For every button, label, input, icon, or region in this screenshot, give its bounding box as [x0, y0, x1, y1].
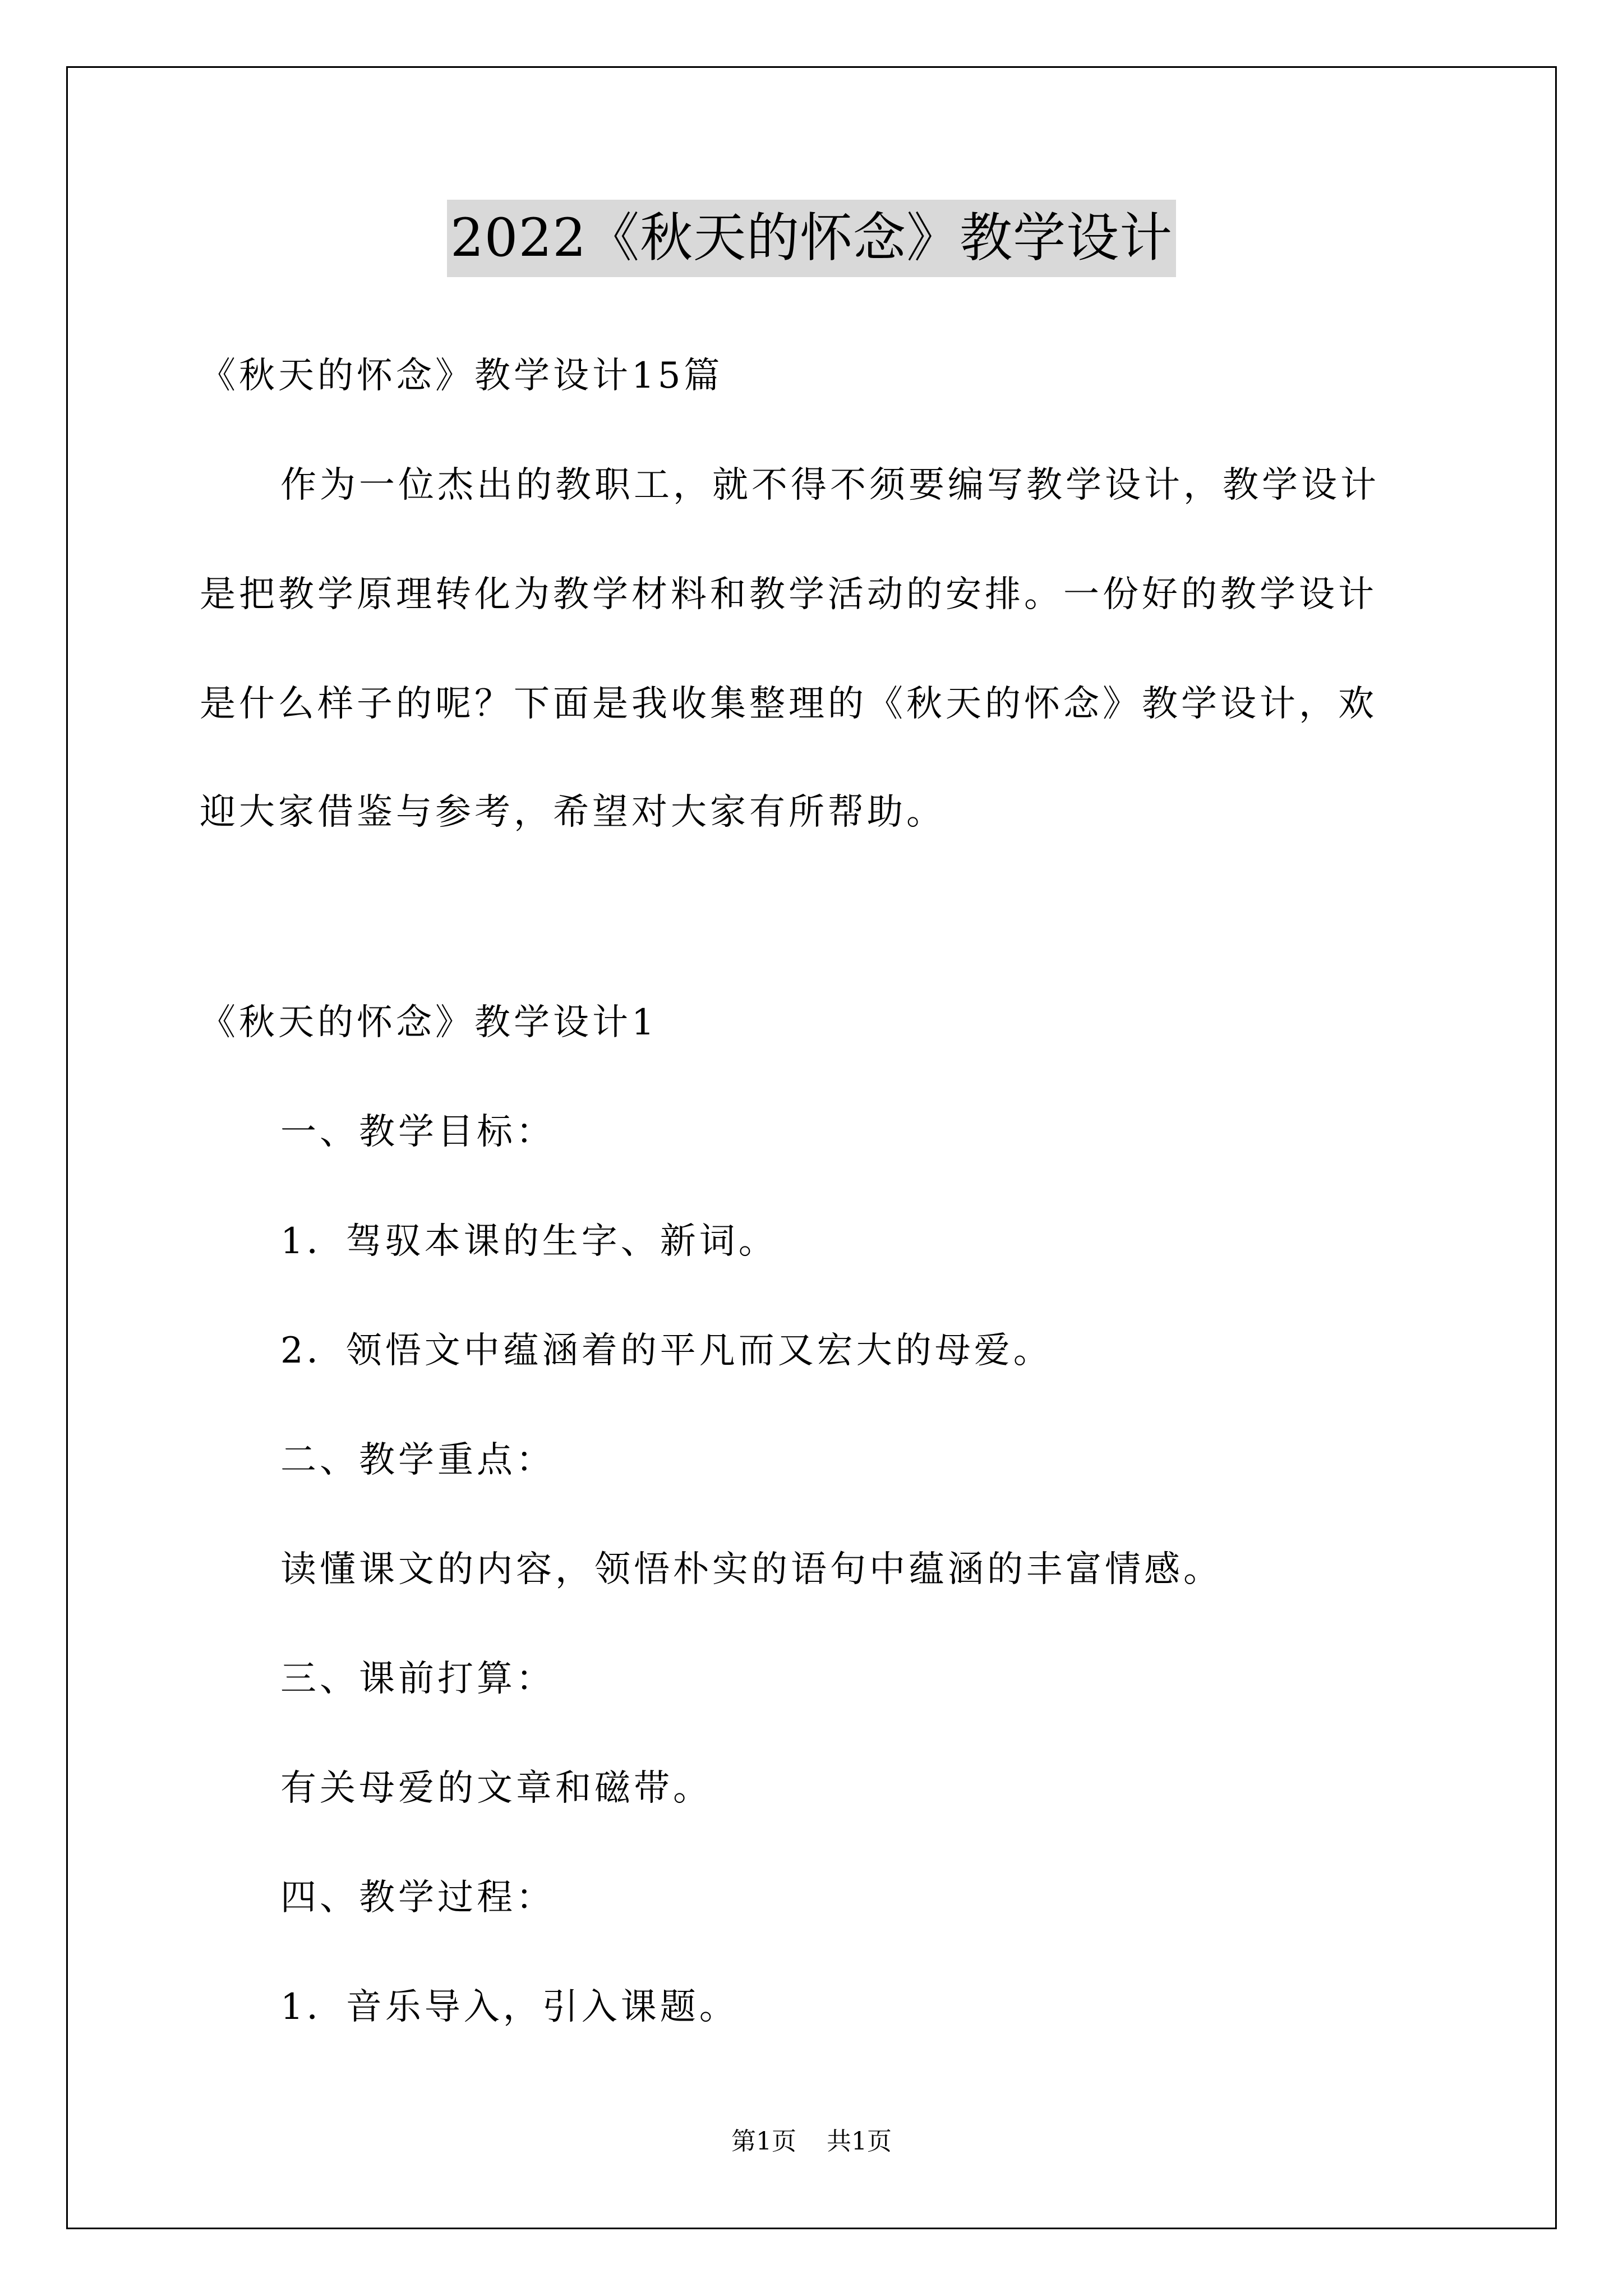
list-item: 三、课前打算： [280, 1658, 555, 1700]
list-item: 1．驾驭本课的生字、新词。 [280, 1221, 778, 1262]
section-heading: 《秋天的怀念》教学设计1 [200, 1002, 658, 1043]
page-total: 共1页 [827, 2127, 892, 2156]
list-item: 二、教学重点： [280, 1439, 555, 1481]
page-number: 第1页 [731, 2127, 796, 2156]
title-block [0, 200, 1623, 277]
list-item: 有关母爱的文章和磁带。 [280, 1768, 712, 1809]
subtitle: 《秋天的怀念》教学设计15篇 [200, 355, 723, 397]
list-item: 2．领悟文中蕴涵着的平凡而又宏大的母爱。 [280, 1330, 1053, 1372]
intro-line: 是什么样子的呢？下面是我收集整理的《秋天的怀念》教学设计，欢 [200, 683, 1377, 725]
intro-line: 是把教学原理转化为教学材料和教学活动的安排。一份好的教学设计 [200, 574, 1377, 615]
page-footer [0, 2126, 1623, 2157]
list-item: 1．音乐导入，引入课题。 [280, 1986, 739, 2028]
list-item: 四、教学过程： [280, 1877, 555, 1918]
list-item: 读懂课文的内容，领悟朴实的语句中蕴涵的丰富情感。 [280, 1549, 1223, 1590]
list-item: 一、教学目标： [280, 1111, 555, 1153]
document-title: 2022《秋天的怀念》教学设计 [447, 200, 1176, 277]
intro-line: 作为一位杰出的教职工，就不得不须要编写教学设计，教学设计 [280, 464, 1380, 506]
intro-line: 迎大家借鉴与参考，希望对大家有所帮助。 [200, 792, 946, 833]
